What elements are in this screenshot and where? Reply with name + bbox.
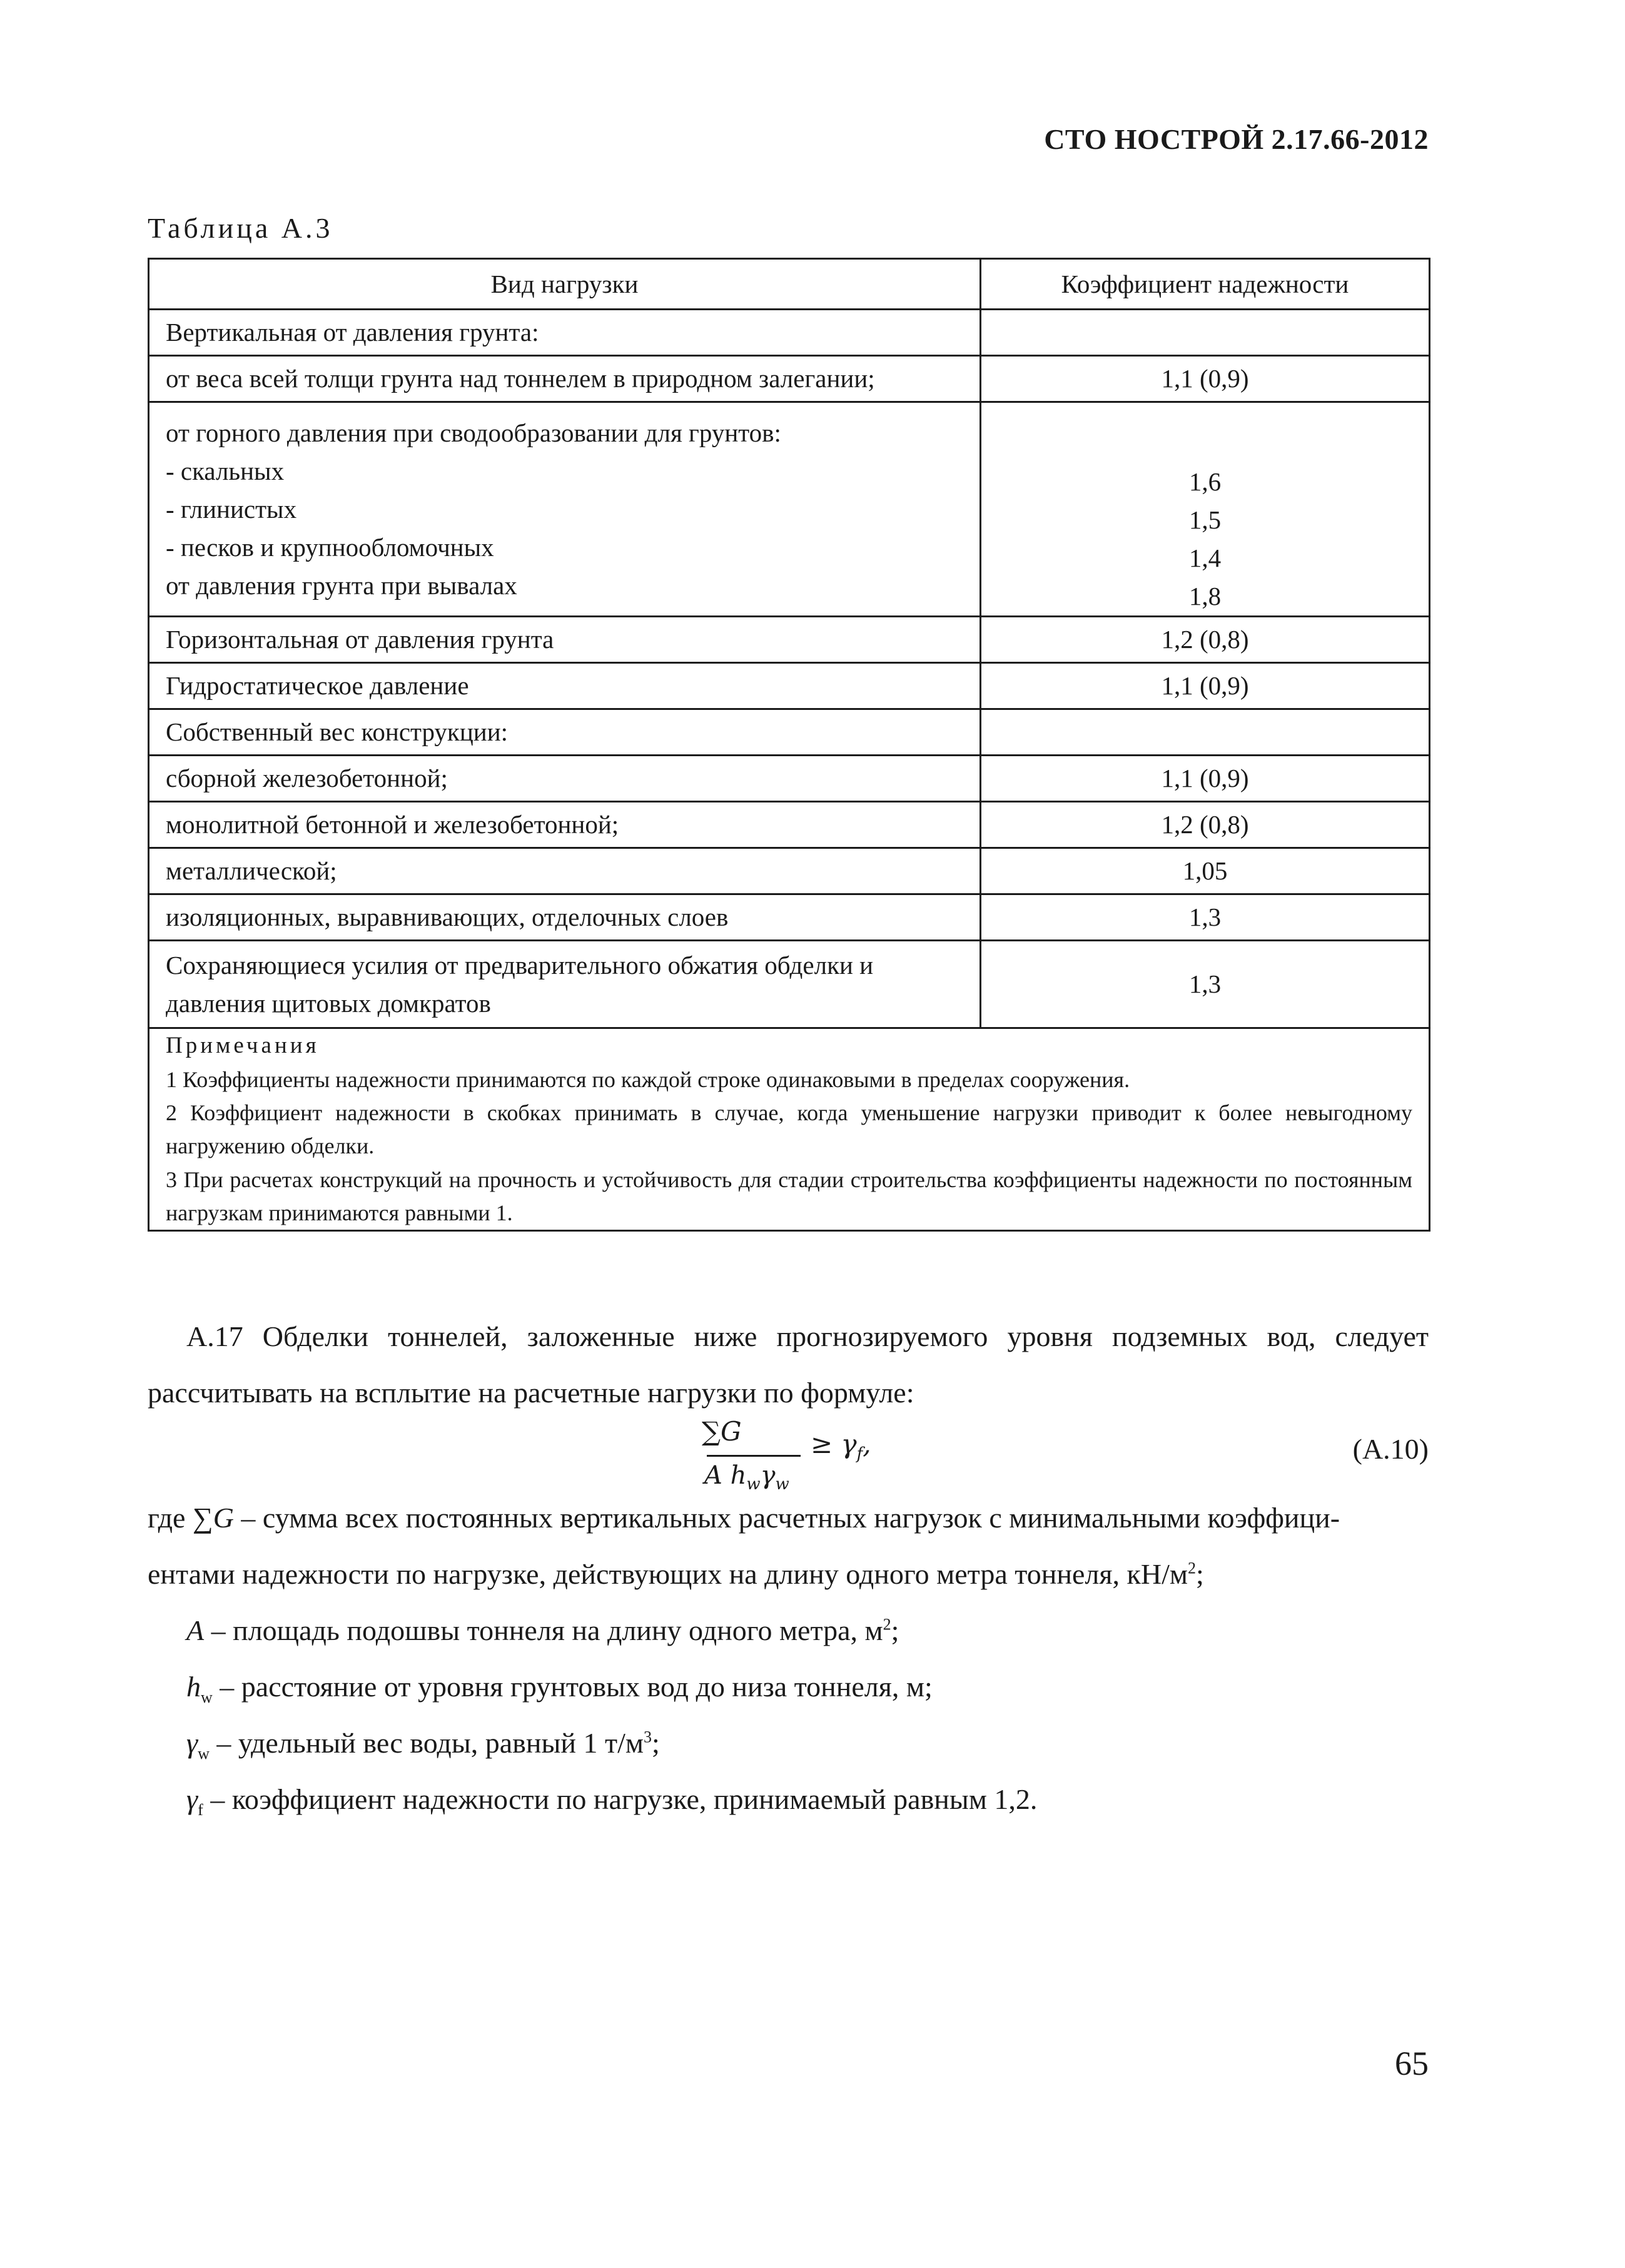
definition-sup: 3 xyxy=(644,1728,652,1746)
definition-prefix: где xyxy=(148,1502,193,1534)
row-label: Сохраняющиеся усилия от предварительного обжатия обделки и давления щитовых домкратов xyxy=(149,941,981,1028)
definition-end: ; xyxy=(1195,1558,1204,1590)
row-label: сборной железобетонной; xyxy=(149,756,981,802)
formula-relation-tail: , xyxy=(863,1429,871,1459)
row-value: 1,4 xyxy=(1188,544,1222,572)
row-label: от горного давления при сводообразовании для грунтов: xyxy=(166,418,781,447)
table-row-soil-pressure-group xyxy=(149,402,1430,617)
table-row xyxy=(149,941,1430,1028)
row-label: - скальных xyxy=(166,456,285,485)
row-label: изоляционных, выравнивающих, отделочных слоев xyxy=(149,894,981,941)
note-item: 2 Коэффициент надежности в скобках принимать в случае, когда уменьшение нагрузки приводит к более невыгодному нагружению обделки. xyxy=(166,1100,1412,1159)
definition-text: – удельный вес воды, равный 1 т/м xyxy=(209,1727,644,1759)
definition-sup: 2 xyxy=(1187,1559,1196,1577)
row-label: Собственный вес конструкции: xyxy=(149,709,981,756)
definition-a xyxy=(186,1614,899,1647)
table-row xyxy=(149,894,1430,941)
row-value: 1,3 xyxy=(981,941,1430,1028)
definition-text: – площадь подошвы тоннеля на длину одного метра, м xyxy=(204,1614,883,1646)
row-value: 1,5 xyxy=(1188,505,1222,534)
definition-text: ентами надежности по нагрузке, действующих на длину одного метра тоннеля, кН/м xyxy=(148,1558,1188,1590)
definition-hw xyxy=(186,1670,933,1707)
table-row xyxy=(149,617,1430,663)
row-value: 1,3 xyxy=(981,894,1430,941)
notes-title: Примечания xyxy=(166,1033,320,1058)
formula-den-gamma: γ xyxy=(760,1461,776,1490)
formula-relation-sub: f xyxy=(856,1444,863,1464)
formula-den-gamma-sub: w xyxy=(775,1475,789,1494)
table-caption: Таблица А.3 xyxy=(148,212,333,244)
table-header-row xyxy=(149,259,1430,310)
row-value: 1,1 (0,9) xyxy=(981,356,1430,402)
row-label-group xyxy=(149,402,981,617)
definition-sumg-line1 xyxy=(148,1501,1429,1534)
row-value: 1,2 (0,8) xyxy=(981,617,1430,663)
formula-denominator xyxy=(704,1461,789,1494)
definition-gamma-f xyxy=(186,1783,1037,1820)
definition-gamma-w xyxy=(186,1726,660,1763)
table-notes-row xyxy=(149,1028,1430,1231)
table-row xyxy=(149,356,1430,402)
formula-den-h: h xyxy=(730,1461,747,1490)
column-header-load-type: Вид нагрузки xyxy=(149,259,981,310)
definition-text: – коэффициент надежности по нагрузке, принимаемый равным 1,2. xyxy=(203,1783,1038,1815)
row-value: 1,05 xyxy=(981,848,1430,894)
row-label: Гидростатическое давление xyxy=(149,663,981,709)
row-value: 1,2 (0,8) xyxy=(981,802,1430,848)
row-label: монолитной бетонной и железобетонной; xyxy=(149,802,981,848)
row-label: Вертикальная от давления грунта: xyxy=(149,310,981,356)
note-item: 3 При расчетах конструкций на прочность и устойчивость для стадии строительства коэффициенты надежности по постоянным нагрузкам принимаются равными 1. xyxy=(166,1167,1412,1225)
table-row xyxy=(149,756,1430,802)
definition-end: ; xyxy=(652,1727,660,1759)
formula-number: (А.10) xyxy=(1352,1433,1429,1465)
row-value: 1,1 (0,9) xyxy=(981,663,1430,709)
column-header-coefficient: Коэффициент надежности xyxy=(981,259,1430,310)
paragraph-a17: А.17 Обделки тоннелей, заложенные ниже прогнозируемого уровня подземных вод, следует рассчитывать на всплытие на расчетные нагрузки по формуле: xyxy=(148,1320,1429,1409)
definition-text: – расстояние от уровня грунтовых вод до низа тоннеля, м; xyxy=(212,1671,933,1703)
formula-den-a: A xyxy=(704,1461,722,1490)
definition-symbol: A xyxy=(186,1614,205,1646)
row-label: от давления грунта при вывалах xyxy=(166,570,517,600)
row-value-group xyxy=(981,402,1430,617)
definition-end: ; xyxy=(891,1614,899,1646)
table-row xyxy=(149,310,1430,356)
row-value xyxy=(981,709,1430,756)
formula-relation-symbol: ≥ γ xyxy=(811,1429,857,1459)
row-value xyxy=(981,310,1430,356)
row-label: - песков и крупнообломочных xyxy=(166,532,494,562)
definition-symbol: ∑G xyxy=(192,1502,234,1534)
table-row xyxy=(149,802,1430,848)
table-notes xyxy=(149,1028,1430,1231)
formula-a10 xyxy=(694,1416,882,1510)
document-code-header: СТО НОСТРОЙ 2.17.66-2012 xyxy=(1044,123,1429,155)
row-label: - глинистых xyxy=(166,494,297,524)
definition-sub: w xyxy=(198,1744,210,1763)
table-row xyxy=(149,709,1430,756)
definition-symbol: γ xyxy=(186,1783,198,1815)
note-item: 1 Коэффициенты надежности принимаются по каждой строке одинаковыми в пределах сооружения. xyxy=(166,1066,1130,1092)
definition-text: – сумма всех постоянных вертикальных расчетных нагрузок с минимальными коэффици- xyxy=(233,1502,1340,1534)
formula-relation xyxy=(811,1429,871,1463)
definition-sub: w xyxy=(201,1688,213,1707)
table-row xyxy=(149,848,1430,894)
row-label: металлической; xyxy=(149,848,981,894)
formula-numerator: ∑G xyxy=(702,1416,742,1447)
row-value: 1,6 xyxy=(1188,467,1222,496)
definition-symbol: γ xyxy=(186,1727,198,1759)
page-number: 65 xyxy=(1395,2045,1429,2082)
formula-den-h-sub: w xyxy=(746,1475,761,1494)
definition-symbol: h xyxy=(186,1671,201,1703)
row-value: 1,1 (0,9) xyxy=(981,756,1430,802)
formula-fraction-bar xyxy=(707,1455,801,1457)
definition-sup: 2 xyxy=(883,1615,891,1634)
definition-sumg-line2 xyxy=(148,1557,1204,1591)
row-value: 1,8 xyxy=(1188,582,1222,610)
load-coefficients-table xyxy=(148,258,1430,1232)
definition-sub: f xyxy=(198,1801,203,1820)
table-row xyxy=(149,663,1430,709)
row-label: от веса всей толщи грунта над тоннелем в природном залегании; xyxy=(149,356,981,402)
row-label: Горизонтальная от давления грунта xyxy=(149,617,981,663)
